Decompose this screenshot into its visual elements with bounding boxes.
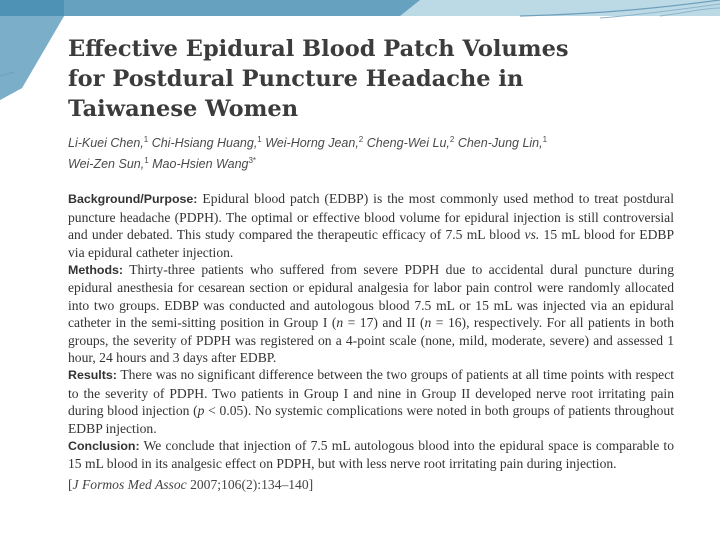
author-affiliation: 2 (358, 135, 364, 144)
citation-open: [ (68, 476, 73, 492)
top-band (0, 0, 720, 16)
abstract-methods (68, 261, 674, 366)
top-band-accent (0, 0, 420, 16)
section-heading-background: Background/Purpose: (68, 192, 198, 207)
author-name: Chi-Hsiang Huang, (151, 136, 258, 151)
abstract-conclusion (68, 437, 674, 473)
title-line-2: for Postdural Puncture Headache in (68, 66, 524, 92)
citation (68, 476, 674, 493)
methods-text: Thirty-three patients who suffered from severe PDPH due to accidental dural puncture during epidural anesthesia for cesarean section or epidural analgesia for labor pain control were randomly allocated into two groups. EDBP was conducted and autologous blood 7.5 mL or 15 mL was injected via an epidural catheter in the semi-sitting position in Group I ( (68, 261, 674, 331)
author-name: Wei-Zen Sun, (68, 157, 145, 172)
author-affiliation: 1 (144, 156, 149, 166)
results-text-end: < 0.05). No systemic complications were noted in both groups of patients throughout EDBP injection. (68, 403, 674, 436)
swoosh-line-2 (600, 4, 720, 18)
author-affiliation: 1 (542, 135, 548, 144)
author-name: Cheng-Wei Lu, (366, 136, 450, 151)
n-italic: n (336, 315, 344, 331)
author-affiliation: 1 (143, 135, 149, 144)
section-heading-results: Results: (68, 368, 117, 383)
author-affiliation: 1 (257, 135, 262, 144)
title-line-3: Taiwanese Women (68, 96, 299, 122)
results-text: There was no significant difference between the two groups of patients at all time points with respect to the severity of PDPH. Two patients in Group I and nine in Group II developed nerve root irritating pain during blood injection ( (68, 367, 675, 419)
citation-details: 2007;106(2):134–140] (186, 476, 314, 492)
title-line-1: Effective Epidural Blood Patch Volumes (68, 36, 569, 62)
author-list (68, 131, 674, 173)
author-name: Mao-Hsien Wang (152, 157, 249, 172)
left-corner-panel (0, 0, 64, 100)
swoosh-line-3 (660, 8, 720, 16)
section-heading-methods: Methods: (68, 262, 124, 277)
n-italic: n (424, 315, 432, 331)
background-text: Epidural blood patch (EDBP) is the most commonly used method to treat postdural puncture headache (PDPH). The optimal or effective blood volume for epidural injection is still controversial and under debated. This study compared the therapeutic efficacy of 7.5 mL blood (68, 191, 674, 243)
paper-abstract-page (68, 34, 674, 493)
vs-italic: vs. (524, 227, 540, 243)
author-affiliation: 2 (449, 135, 455, 144)
author-affiliation: 3* (248, 156, 257, 166)
methods-text-mid: = 17) and II ( (343, 315, 425, 331)
p-italic: p (197, 403, 205, 419)
background-text-end: 15 mL blood for EDBP via epidural catheter injection. (68, 227, 675, 260)
author-name: Chen-Jung Lin, (457, 136, 543, 151)
author-name: Li-Kuei Chen, (68, 136, 144, 151)
abstract-background (68, 190, 674, 261)
author-name: Wei-Horng Jean, (265, 136, 359, 151)
conclusion-text: We conclude that injection of 7.5 mL autologous blood into the epidural space is comparable to 15 mL blood in its analgesic effect on PDPH, but with less nerve root irritating pain during injection. (68, 438, 674, 472)
paper-title (68, 34, 674, 124)
section-heading-conclusion: Conclusion: (68, 439, 140, 453)
swoosh-line-1 (520, 0, 720, 16)
abstract (68, 190, 674, 473)
left-mark (0, 72, 14, 76)
abstract-results (68, 366, 674, 437)
citation-journal: J Formos Med Assoc (72, 476, 187, 492)
left-corner-panel-light (0, 16, 64, 100)
methods-text-end: = 16), respectively. For all patients in both groups, the severity of PDPH was registered on a 4-point scale (none, mild, moderate, severe) and assessed 1 hour, 24 hours and 3 days after EDBP. (68, 315, 674, 365)
